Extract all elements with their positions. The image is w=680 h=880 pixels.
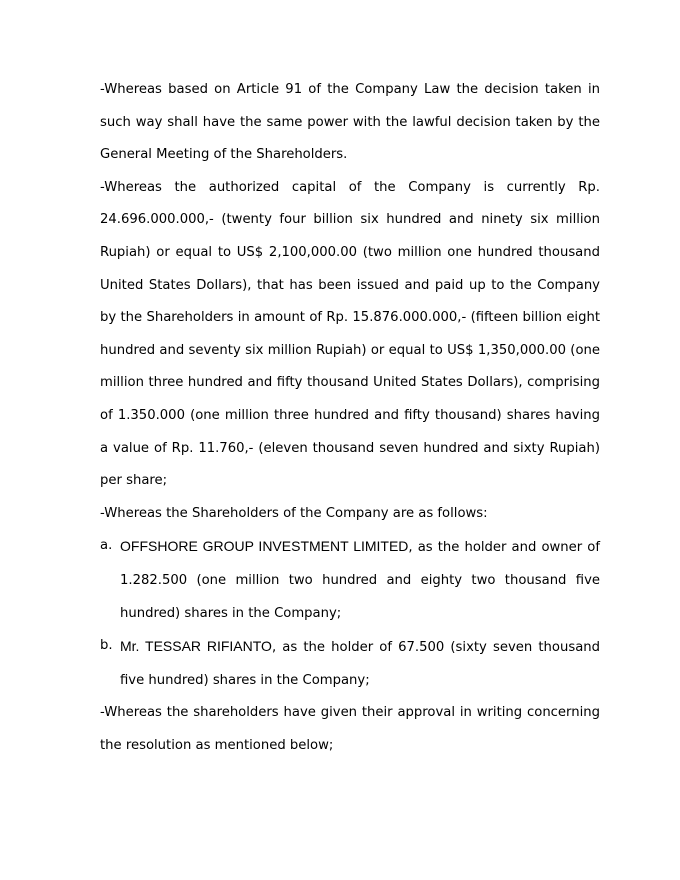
paragraph-article-91: -Whereas based on Article 91 of the Company Law the decision taken in such way shall have the same power with the lawful decision taken by the General Meeting of the Shareholders. bbox=[100, 82, 600, 163]
list-marker: b. bbox=[100, 638, 113, 654]
shareholder-details: , as the holder of 67.500 (sixty seven thousand five hundred) shares in the Company; bbox=[120, 640, 601, 688]
paragraph-approval: -Whereas the shareholders have given their approval in writing concerning the resolution as mentioned below; bbox=[100, 705, 600, 753]
paragraph-authorized-capital: -Whereas the authorized capital of the Company is currently Rp. 24.696.000.000,- (twenty four billion six hundred and ninety six million Rupiah) or equal to US$ 2,100,000.00 (two million one hundred thousand United States Dollars), that has been issued and paid up to the Company by the Shareholders in amount of Rp. 15.876.000.000,- (fifteen billion eight hundred and seventy six million Rupiah) or equal to US$ 1,350,000.00 (one million three hundred and fifty thousand United States Dollars), comprising of 1.350.000 (one million three hundred and fifty thousand) shares having a value of Rp. 11.760,- (eleven thousand seven hundred and sixty Rupiah) per share; bbox=[100, 179, 600, 489]
shareholder-item-b bbox=[100, 630, 600, 697]
shareholder-name: OFFSHORE GROUP INVESTMENT LIMITED bbox=[120, 538, 409, 555]
document-page bbox=[100, 74, 600, 762]
shareholder-item-a bbox=[100, 530, 600, 630]
shareholder-details: , as the holder and owner of 1.282.500 (one million two hundred and eighty two thousand five hundred) shares in the Company; bbox=[120, 540, 600, 621]
paragraph-shareholders-intro: -Whereas the Shareholders of the Company are as follows: bbox=[100, 505, 488, 521]
shareholder-name: Mr. TESSAR RIFIANTO bbox=[120, 638, 272, 655]
list-marker: a. bbox=[100, 538, 113, 554]
